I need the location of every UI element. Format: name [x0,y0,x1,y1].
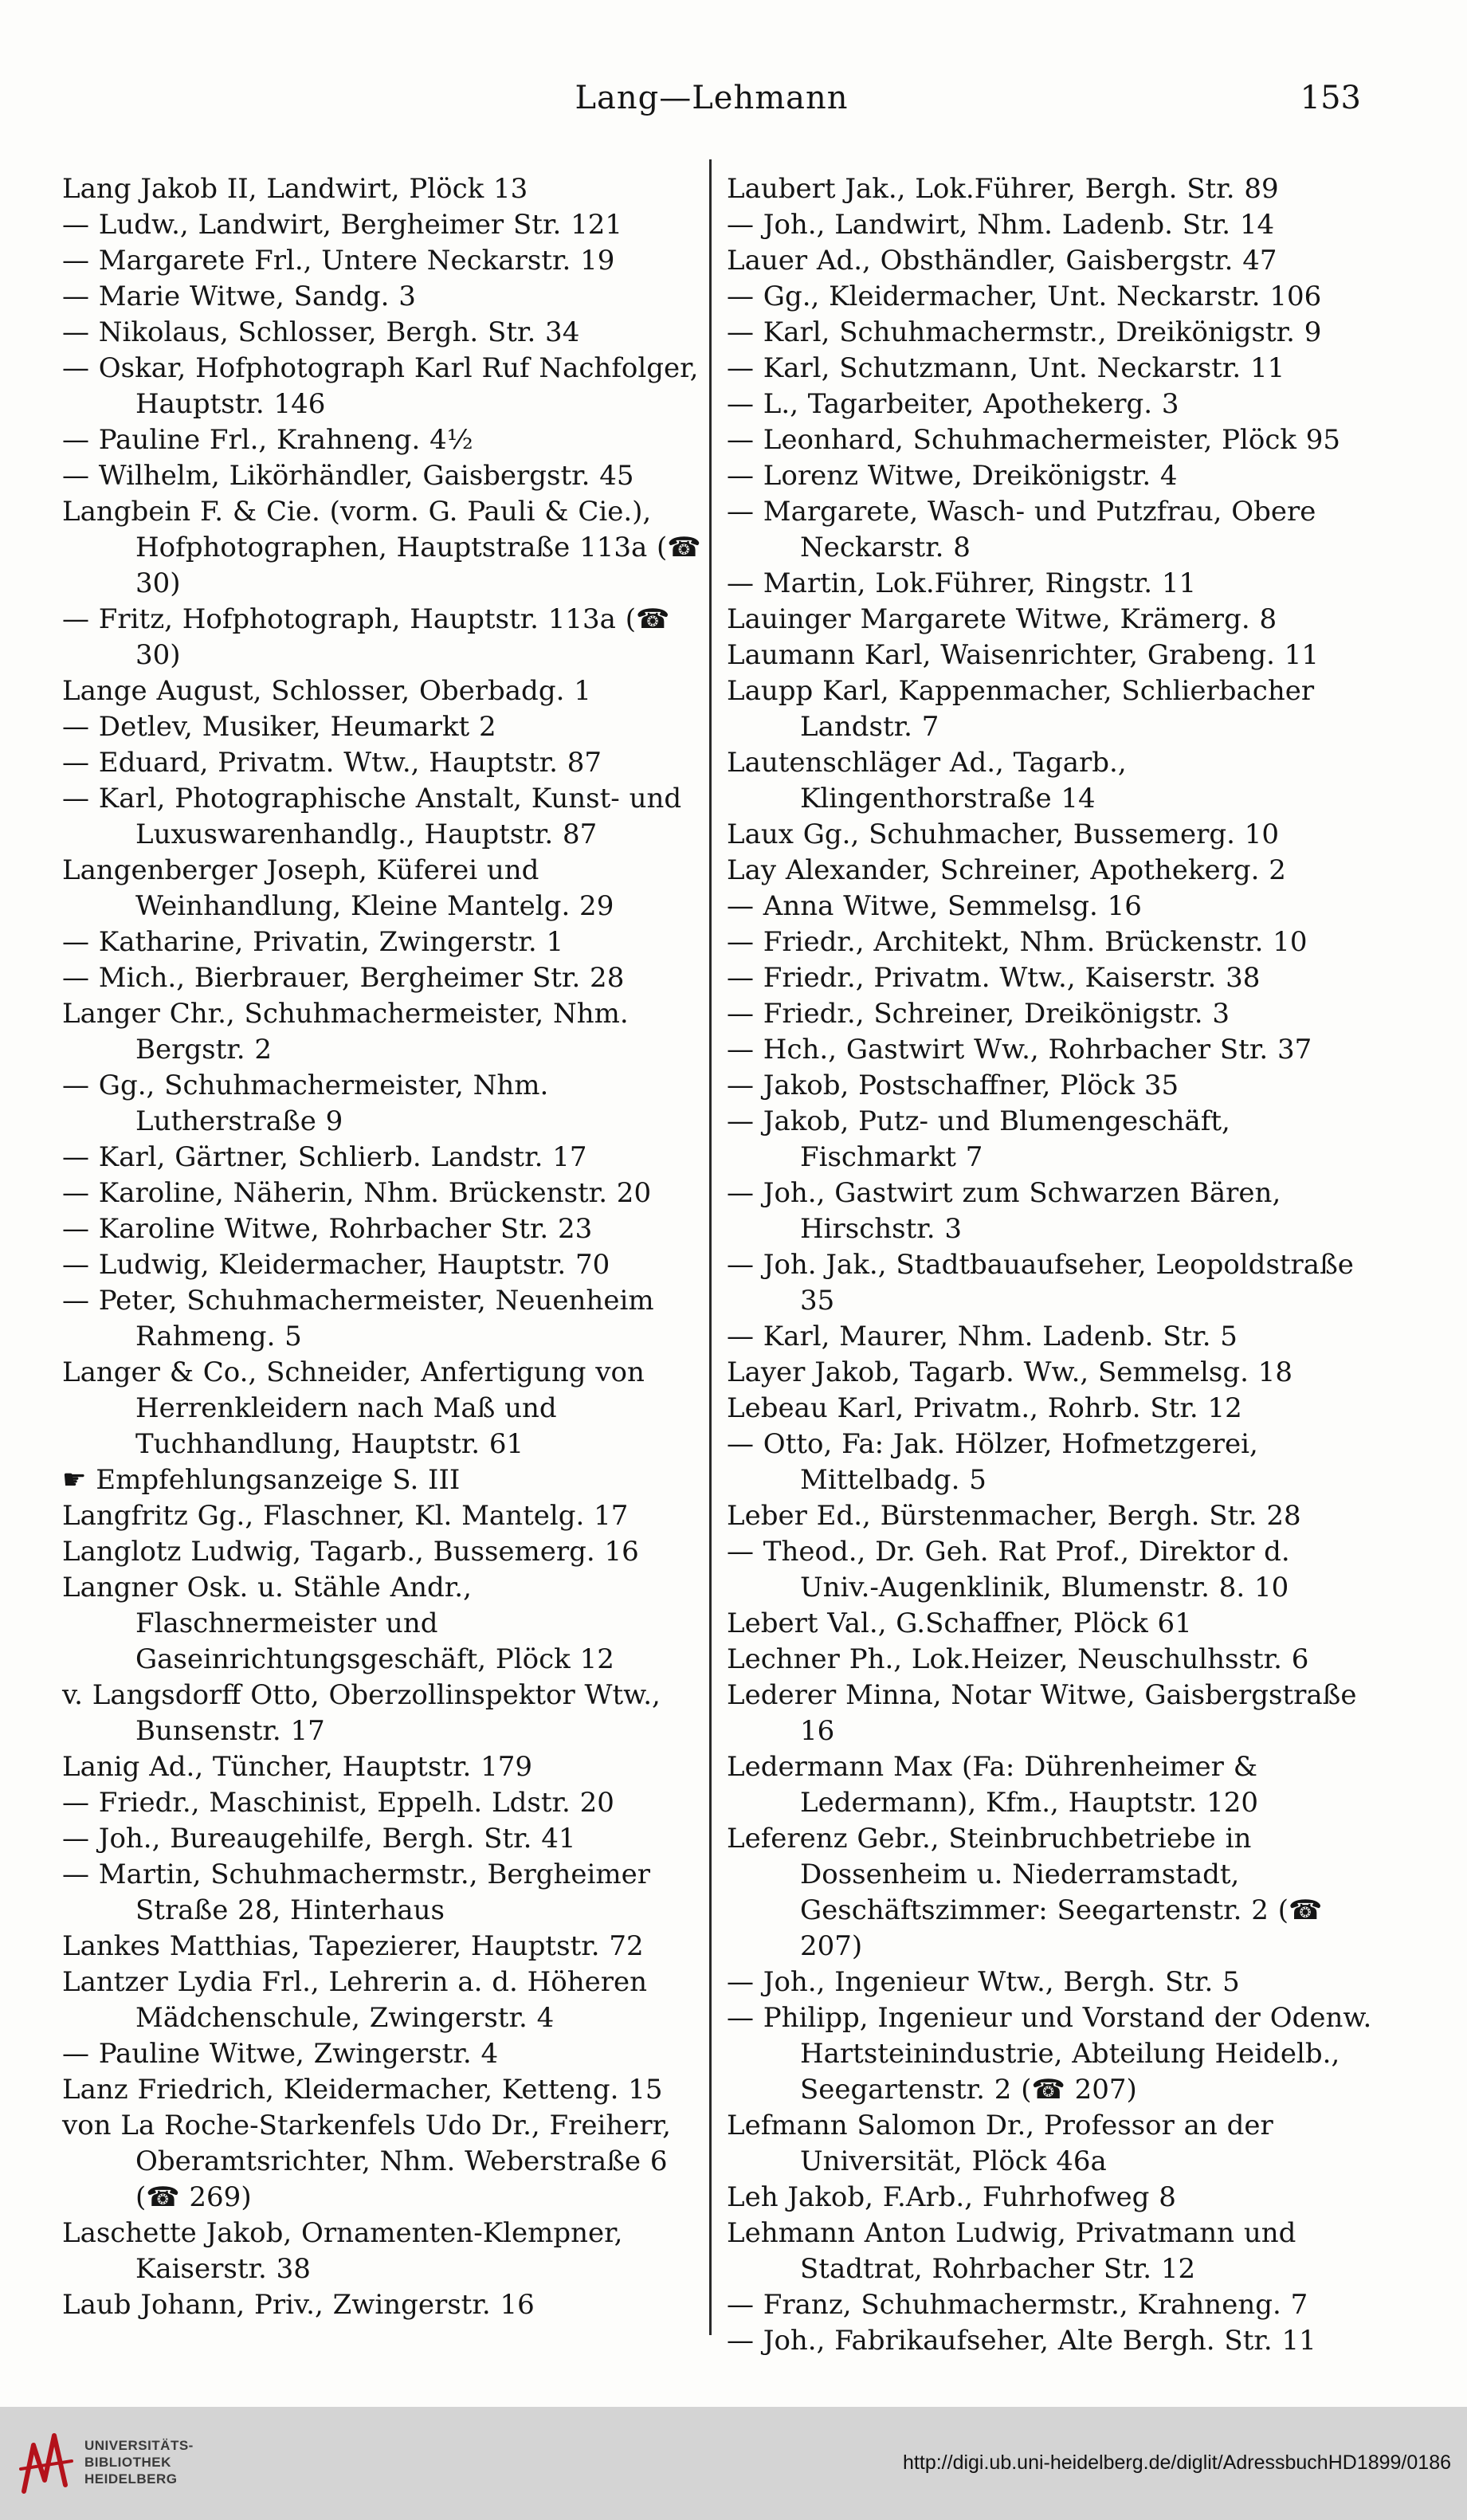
directory-entry: Laubert Jak., Lok.Führer, Bergh. Str. 89 [727,173,1279,205]
left-column [62,171,708,2323]
directory-entry: — Eduard, Privatm. Wtw., Hauptstr. 87 [62,747,602,779]
directory-entry: — Karl, Schutzmann, Unt. Neckarstr. 11 [727,352,1285,384]
directory-entry: Lantzer Lydia Frl., Lehrerin a. d. Höheren Mädchenschule, Zwingerstr. 4 [62,1966,648,2034]
directory-entry: — Karoline Witwe, Rohrbacher Str. 23 [62,1213,593,1245]
directory-entry: Lanz Friedrich, Kleidermacher, Ketteng. 15 [62,2074,663,2106]
directory-entry: — Margarete, Wasch- und Putzfrau, Obere Neckarstr. 8 [727,496,1316,563]
directory-entry: Lauer Ad., Obsthändler, Gaisbergstr. 47 [727,245,1277,277]
directory-entry: Layer Jakob, Tagarb. Ww., Semmelsg. 18 [727,1356,1292,1388]
directory-entry: — Karl, Photographische Anstalt, Kunst- und Luxuswarenhandlg., Hauptstr. 87 [62,783,682,850]
logo-line: BIBLIOTHEK [84,2455,171,2470]
directory-entry: Lay Alexander, Schreiner, Apothekerg. 2 [727,854,1286,886]
directory-entry: — Detlev, Musiker, Heumarkt 2 [62,711,496,743]
directory-entry: Langer & Co., Schneider, Anfertigung von Herrenkleidern nach Maß und Tuchhandlung, Hauptstr. 61 [62,1356,645,1460]
directory-entry: — Martin, Lok.Führer, Ringstr. 11 [727,567,1197,599]
directory-entry: Leh Jakob, F.Arb., Fuhrhofweg 8 [727,2181,1176,2213]
footer-bar [0,2407,1467,2520]
directory-entry: — Karl, Schuhmachermstr., Dreikönigstr. 9 [727,316,1322,348]
directory-entry: — Pauline Frl., Krahneng. 4½ [62,424,473,456]
directory-entry: ☛ Empfehlungsanzeige S. III [62,1464,461,1496]
directory-entry: — Mich., Bierbrauer, Bergheimer Str. 28 [62,962,625,994]
directory-entry: Leber Ed., Bürstenmacher, Bergh. Str. 28 [727,1500,1301,1532]
directory-entry: — Margarete Frl., Untere Neckarstr. 19 [62,245,615,277]
directory-entry: Lehmann Anton Ludwig, Privatmann und Stadtrat, Rohrbacher Str. 12 [727,2217,1296,2285]
logo-line: UNIVERSITÄTS- [84,2438,194,2453]
right-column [727,171,1372,2359]
directory-entry: — Hch., Gastwirt Ww., Rohrbacher Str. 37 [727,1034,1312,1066]
directory-entry: — Martin, Schuhmachermstr., Bergheimer Straße 28, Hinterhaus [62,1859,650,1926]
directory-entry: — L., Tagarbeiter, Apothekerg. 3 [727,388,1179,420]
directory-entry: — Lorenz Witwe, Dreikönigstr. 4 [727,460,1178,492]
directory-entry: — Joh., Ingenieur Wtw., Bergh. Str. 5 [727,1966,1240,1998]
directory-entry: — Joh. Jak., Stadtbauaufseher, Leopoldstraße 35 [727,1249,1354,1317]
directory-entry: Laupp Karl, Kappenmacher, Schlierbacher Landstr. 7 [727,675,1315,743]
library-logo-text[interactable] [84,2437,194,2487]
directory-entry: Lankes Matthias, Tapezierer, Hauptstr. 72 [62,1930,644,1962]
running-title: Lang—Lehmann [575,80,849,116]
directory-entry: — Karoline, Näherin, Nhm. Brückenstr. 20 [62,1177,652,1209]
directory-entry: — Friedr., Privatm. Wtw., Kaiserstr. 38 [727,962,1261,994]
directory-entry: — Joh., Landwirt, Nhm. Ladenb. Str. 14 [727,209,1275,241]
directory-entry: — Jakob, Postschaffner, Plöck 35 [727,1070,1179,1101]
directory-entry: Lanig Ad., Tüncher, Hauptstr. 179 [62,1751,532,1783]
directory-entry: Lang Jakob II, Landwirt, Plöck 13 [62,173,528,205]
directory-entry: — Friedr., Schreiner, Dreikönigstr. 3 [727,998,1230,1030]
directory-entry: Lederer Minna, Notar Witwe, Gaisbergstraße 16 [727,1679,1357,1747]
directory-entry: — Jakob, Putz- und Blumengeschäft, Fischmarkt 7 [727,1105,1230,1173]
directory-entry: — Gg., Schuhmachermeister, Nhm. Lutherstraße 9 [62,1070,549,1137]
directory-entry: — Friedr., Maschinist, Eppelh. Ldstr. 20 [62,1787,614,1819]
directory-entry: — Franz, Schuhmachermstr., Krahneng. 7 [727,2289,1308,2321]
directory-entry: — Joh., Bureaugehilfe, Bergh. Str. 41 [62,1823,576,1855]
directory-entry: — Marie Witwe, Sandg. 3 [62,281,416,312]
directory-entry: — Leonhard, Schuhmachermeister, Plöck 95 [727,424,1341,456]
directory-entry: Langenberger Joseph, Küferei und Weinhandlung, Kleine Mantelg. 29 [62,854,614,922]
directory-entry: von La Roche-Starkenfels Udo Dr., Freiherr, Oberamtsrichter, Nhm. Weberstraße 6 (☎ 269) [62,2110,671,2213]
directory-entry: — Theod., Dr. Geh. Rat Prof., Direktor d. Univ.-Augenklinik, Blumenstr. 8. 10 [727,1536,1290,1603]
directory-entry: — Philipp, Ingenieur und Vorstand der Odenw. Hartsteinindustrie, Abteilung Heidelb., Seegartenstr. 2 (☎ 207) [727,2002,1372,2106]
university-seal-icon[interactable] [18,2429,75,2496]
directory-entry: Langfritz Gg., Flaschner, Kl. Mantelg. 17 [62,1500,629,1532]
column-divider [709,159,712,2335]
directory-entry: — Katharine, Privatin, Zwingerstr. 1 [62,926,564,958]
directory-entry: Laub Johann, Priv., Zwingerstr. 16 [62,2289,535,2321]
directory-entry: Laux Gg., Schuhmacher, Bussemerg. 10 [727,818,1279,850]
directory-entry: — Anna Witwe, Semmelsg. 16 [727,890,1142,922]
directory-entry: — Oskar, Hofphotograph Karl Ruf Nachfolger, Hauptstr. 146 [62,352,699,420]
directory-entry: — Karl, Maurer, Nhm. Ladenb. Str. 5 [727,1321,1238,1352]
directory-entry: — Peter, Schuhmachermeister, Neuenheim Rahmeng. 5 [62,1285,654,1352]
directory-entry: — Wilhelm, Likörhändler, Gaisbergstr. 45 [62,460,634,492]
directory-entry: Lange August, Schlosser, Oberbadg. 1 [62,675,591,707]
page-number: 153 [1300,80,1361,116]
directory-entry: Langner Osk. u. Stähle Andr., Flaschnermeister und Gaseinrichtungsgeschäft, Plöck 12 [62,1572,614,1675]
directory-entry: — Fritz, Hofphotograph, Hauptstr. 113a (☎ 30) [62,603,670,671]
directory-entry: Lebert Val., G.Schaffner, Plöck 61 [727,1607,1192,1639]
directory-entry: Lechner Ph., Lok.Heizer, Neuschulhsstr. 6 [727,1643,1309,1675]
page-header [62,80,1361,128]
source-url-link[interactable]: http://digi.ub.uni-heidelberg.de/diglit/AdressbuchHD1899/0186 [903,2451,1451,2474]
directory-entry: — Otto, Fa: Jak. Hölzer, Hofmetzgerei, Mittelbadg. 5 [727,1428,1258,1496]
directory-entry: Lauinger Margarete Witwe, Krämerg. 8 [727,603,1277,635]
directory-entry: Lautenschläger Ad., Tagarb., Klingenthorstraße 14 [727,747,1127,814]
directory-entry: — Gg., Kleidermacher, Unt. Neckarstr. 106 [727,281,1322,312]
directory-entry: Lebeau Karl, Privatm., Rohrb. Str. 12 [727,1392,1242,1424]
directory-entry: — Ludw., Landwirt, Bergheimer Str. 121 [62,209,622,241]
directory-entry: Leferenz Gebr., Steinbruchbetriebe in Dossenheim u. Niederramstadt, Geschäftszimmer: Seegartenstr. 2 (☎ 207) [727,1823,1323,1962]
directory-entry: Laumann Karl, Waisenrichter, Grabeng. 11 [727,639,1319,671]
directory-entry: — Friedr., Architekt, Nhm. Brückenstr. 10 [727,926,1308,958]
directory-entry: Langbein F. & Cie. (vorm. G. Pauli & Cie.), Hofphotographen, Hauptstraße 113a (☎ 30) [62,496,701,599]
directory-entry: Langer Chr., Schuhmachermeister, Nhm. Bergstr. 2 [62,998,629,1066]
directory-entry: Laschette Jakob, Ornamenten-Klempner, Kaiserstr. 38 [62,2217,623,2285]
directory-entry: Langlotz Ludwig, Tagarb., Bussemerg. 16 [62,1536,639,1568]
directory-entry: Ledermann Max (Fa: Dührenheimer & Ledermann), Kfm., Hauptstr. 120 [727,1751,1259,1819]
directory-entry: — Pauline Witwe, Zwingerstr. 4 [62,2038,499,2070]
directory-entry: — Nikolaus, Schlosser, Bergh. Str. 34 [62,316,580,348]
directory-entry: — Karl, Gärtner, Schlierb. Landstr. 17 [62,1141,587,1173]
directory-entry: — Ludwig, Kleidermacher, Hauptstr. 70 [62,1249,610,1281]
directory-entry: v. Langsdorff Otto, Oberzollinspektor Wtw., Bunsenstr. 17 [62,1679,661,1747]
directory-entry: — Joh., Fabrikaufseher, Alte Bergh. Str. 11 [727,2325,1316,2357]
directory-entry: — Joh., Gastwirt zum Schwarzen Bären, Hirschstr. 3 [727,1177,1281,1245]
logo-line: HEIDELBERG [84,2471,178,2487]
directory-entry: Lefmann Salomon Dr., Professor an der Universität, Plöck 46a [727,2110,1273,2177]
